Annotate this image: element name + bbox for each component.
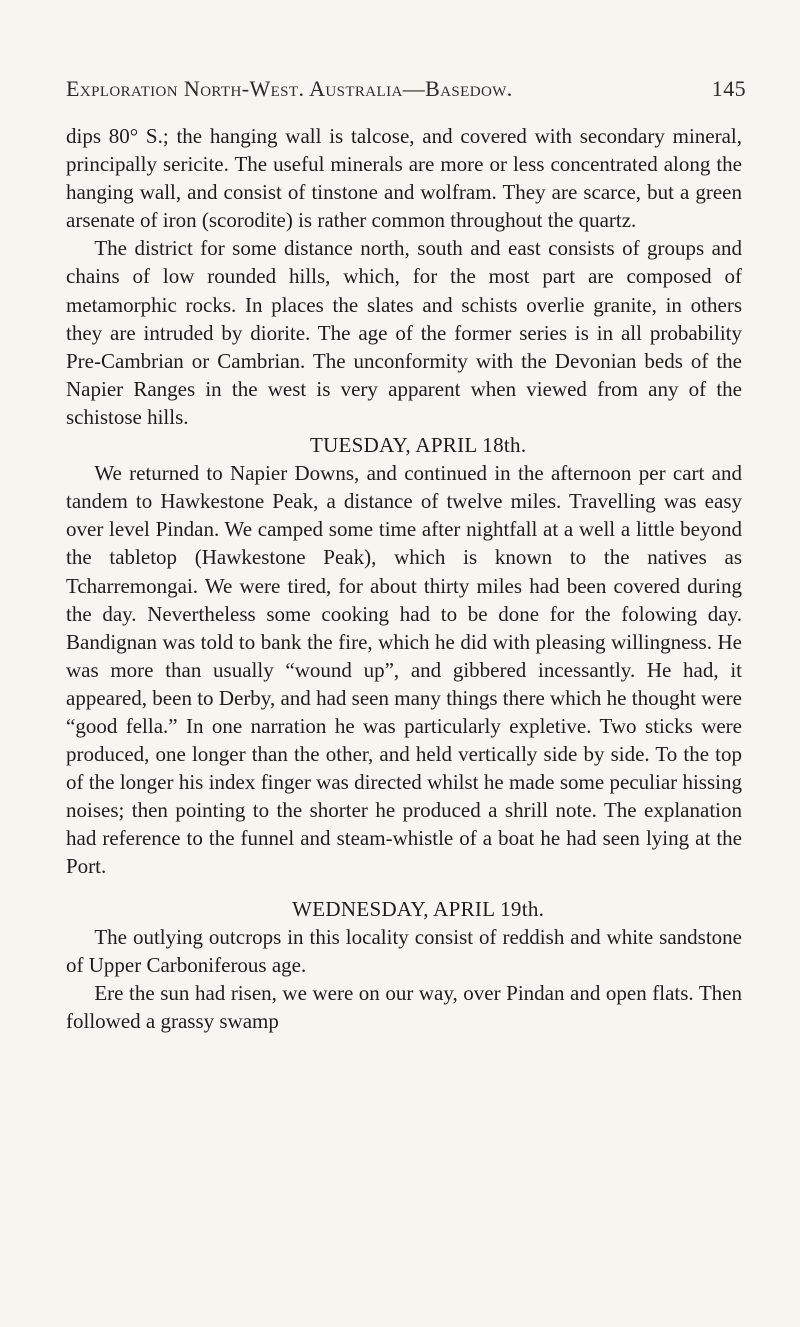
paragraph: dips 80° S.; the hanging wall is talcose, and covered with secondary mineral, principally sericite. The useful minerals are more or less concentrated along the hanging wall, and consist of tinstone and wolfram. They are scarce, but a green arsenate of iron (scorodite) is rather common throughout the quartz. — [66, 124, 742, 233]
page-number: 145 — [711, 76, 746, 101]
paragraph: The outlying outcrops in this locality consist of reddish and white sandstone of Upper Carboniferous age. — [66, 924, 742, 977]
body-text — [66, 122, 742, 1035]
running-title: Exploration North-West. Australia—Basedow. — [66, 76, 513, 101]
paragraph: The district for some distance north, south and east consists of groups and chains of low rounded hills, which, for the most part are composed of metamorphic rocks. In places the slates and schists overlie granite, in others they are intruded by diorite. The age of the former series is in all probability Pre-Cambrian or Cambrian. The unconformity with the Devonian beds of the Napier Ranges in the west is very apparent when viewed from any of the schistose hills. — [66, 236, 742, 429]
section-heading: WEDNESDAY, APRIL 19th. — [292, 896, 545, 921]
paragraph: Ere the sun had risen, we were on our way, over Pindan and open flats. Then followed a grassy swamp — [66, 980, 742, 1033]
section-heading: TUESDAY, APRIL 18th. — [309, 433, 527, 458]
paragraph: We returned to Napier Downs, and continued in the afternoon per cart and tandem to Hawkestone Peak, a distance of twelve miles. Travelling was easy over level Pindan. We camped some time after nightfall at a well a little beyond the tabletop (Hawkestone Peak), which is known to the natives as Tcharremongai. We were tired, for about thirty miles had been covered during the day. Nevertheless some cooking had to be done for the folowing day. Bandignan was told to bank the fire, which he did with pleasing willingness. He was more than usually “wound up”, and gibbered incessantly. He had, it appeared, been to Derby, and had seen many things there which he thought were “good fella.” In one narration he was particularly expletive. Two sticks were produced, one longer than the other, and held vertically side by side. To the top of the longer his index finger was directed whilst he made some peculiar hissing noises; then pointing to the shorter he produced a shrill note. The explanation had reference to the funnel and steam-whistle of a boat he had seen lying at the Port. — [66, 461, 742, 879]
running-header — [66, 76, 746, 102]
